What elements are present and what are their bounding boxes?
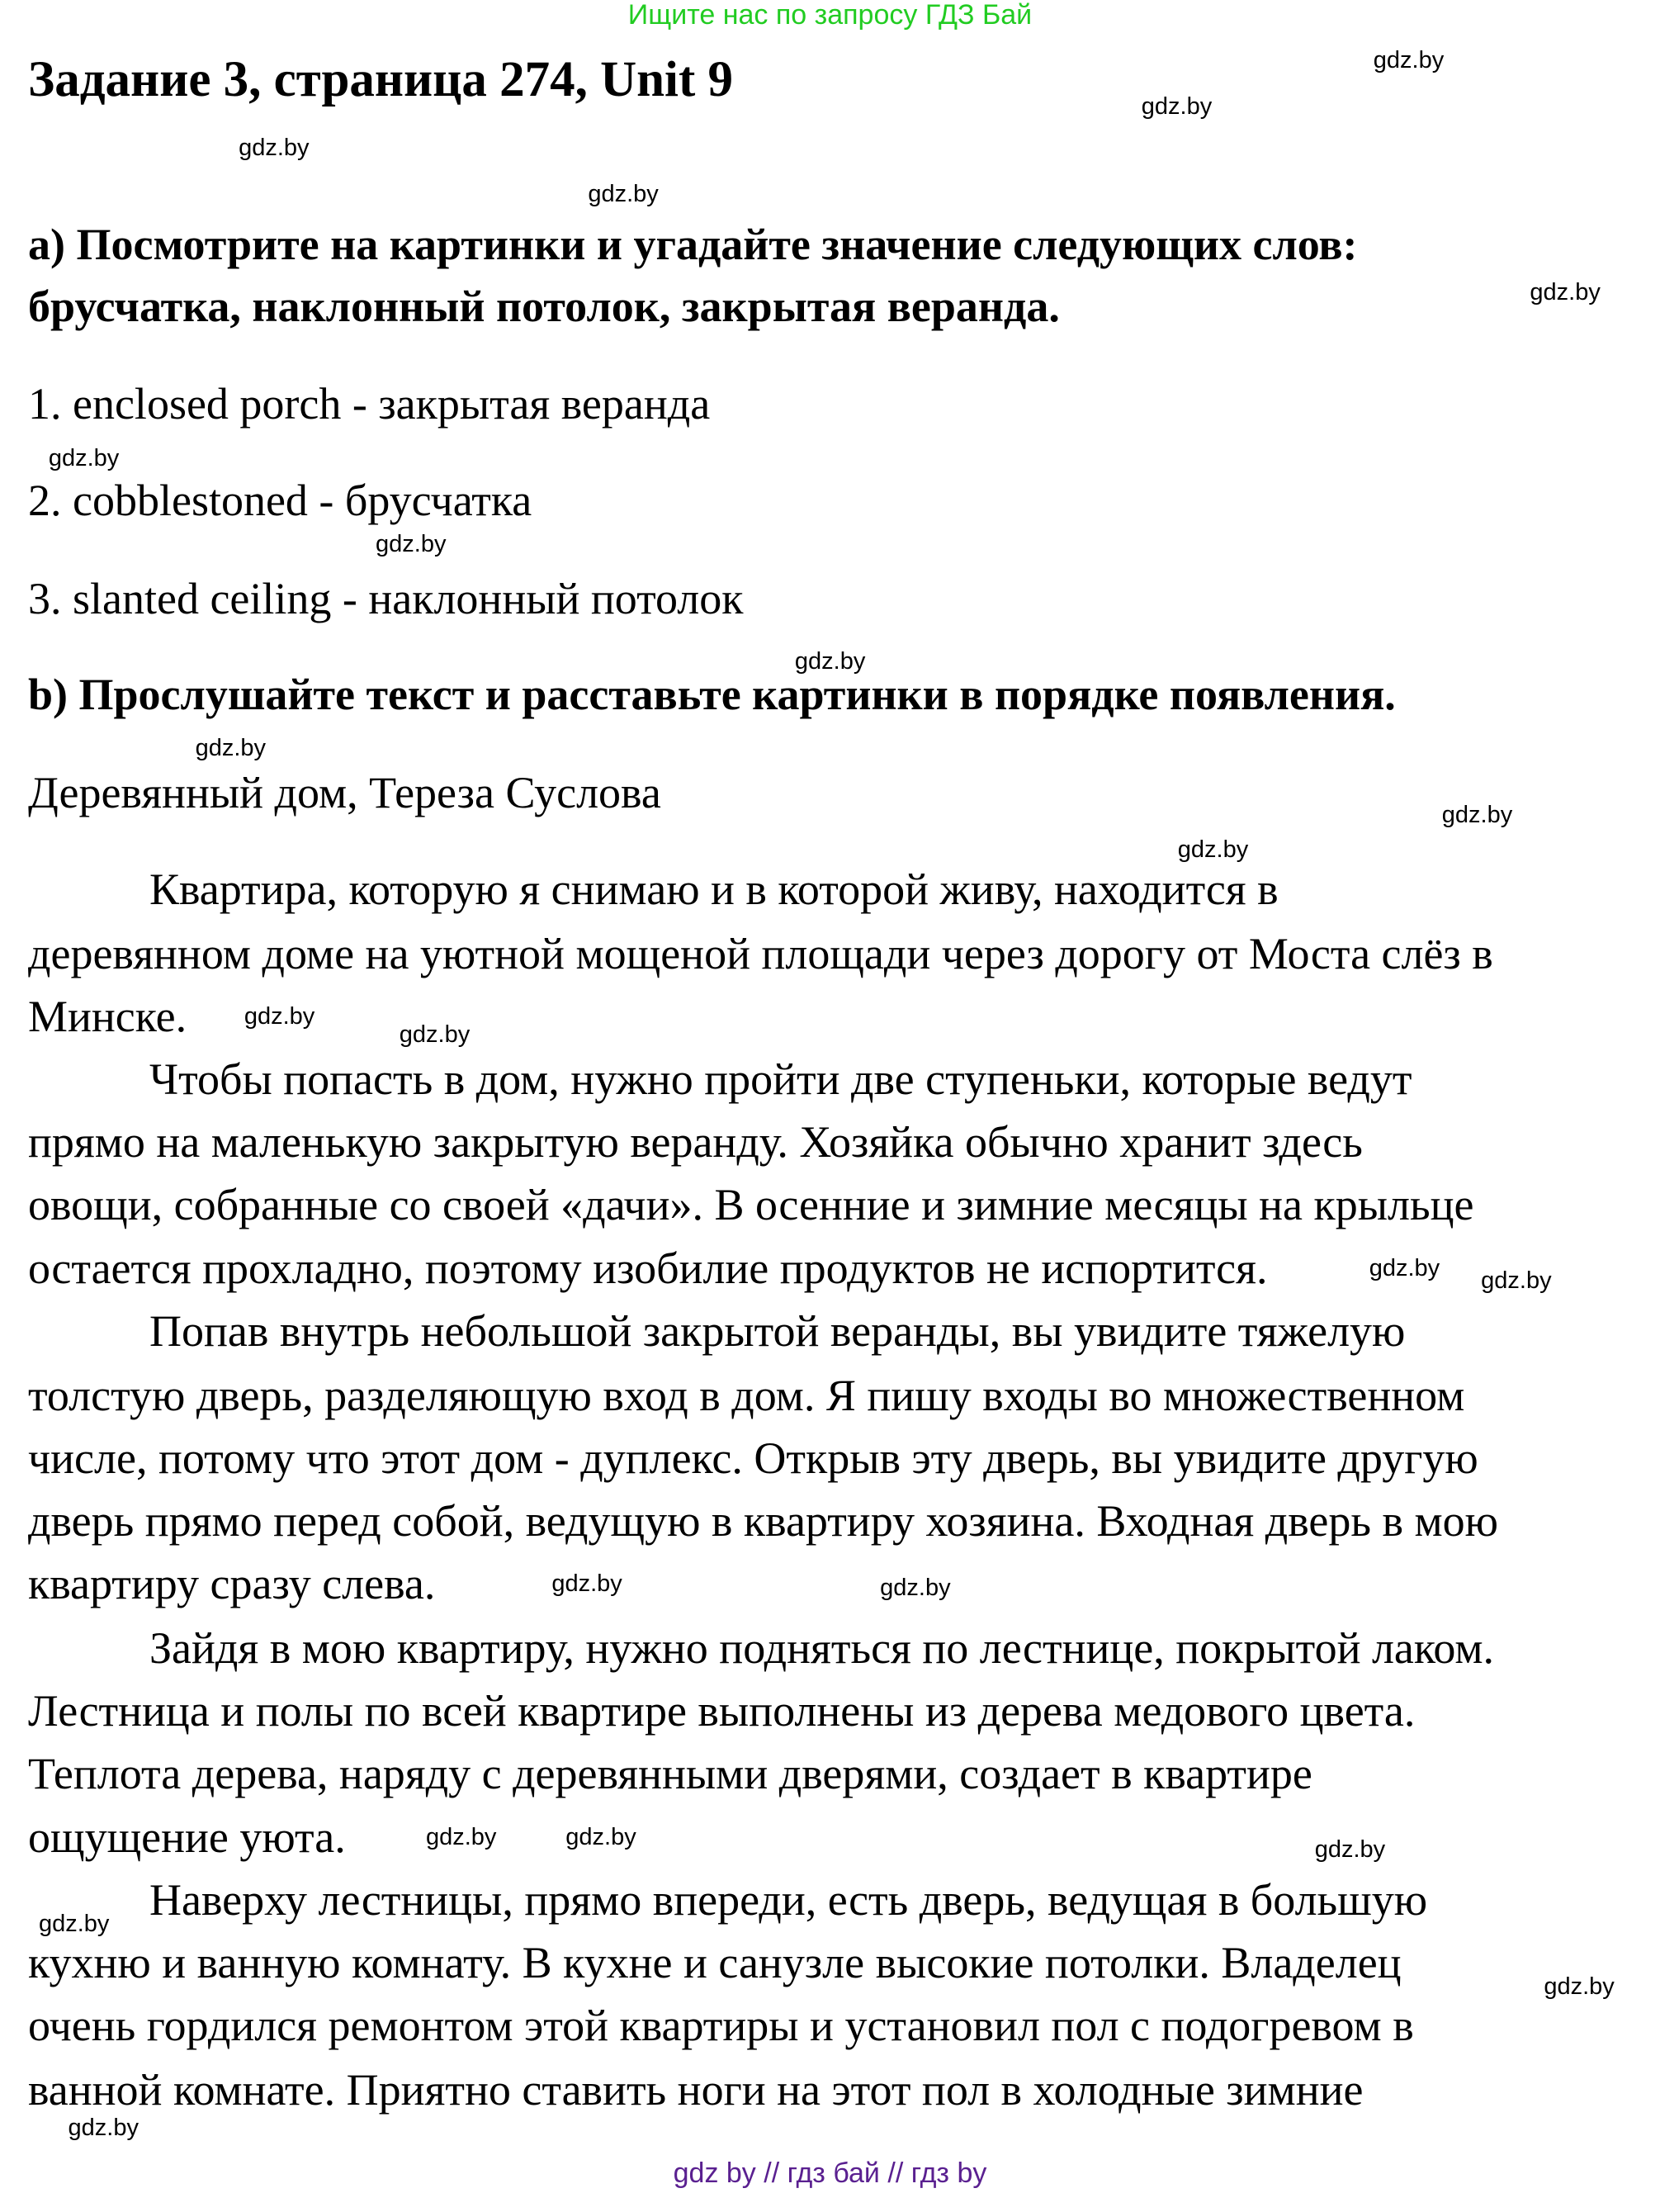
answer-item: 3. slanted ceiling - наклонный потолок [28, 573, 744, 623]
text-line: числе, потому что этот дом - дуплекс. Открыв эту дверь, вы увидите другую [28, 1433, 1478, 1483]
watermark: gdz.by [1314, 1835, 1386, 1863]
text-line: деревянном доме на уютной мощеной площади через дорогу от Моста слёз в [28, 928, 1493, 978]
watermark: gdz.by [1373, 46, 1445, 73]
watermark: gdz.by [588, 181, 659, 208]
watermark: gdz.by [239, 135, 310, 162]
text-line: ощущение уюта. [28, 1812, 346, 1862]
text-line: кухню и ванную комнату. В кухне и санузле высокие потолки. Владелец [28, 1937, 1402, 1987]
part-a-heading: а) Посмотрите на картинки и угадайте значение следующих слов: [28, 220, 1358, 270]
text-line: Попав внутрь небольшой закрытой веранды, вы увидите тяжелую [149, 1305, 1406, 1356]
watermark: gdz.by [1177, 836, 1249, 864]
watermark: gdz.by [1441, 802, 1513, 829]
watermark: gdz.by [1141, 92, 1213, 120]
text-line: Наверху лестницы, прямо впереди, есть дверь, ведущая в большую [149, 1874, 1428, 1925]
answer-item: 1. enclosed porch - закрытая веранда [28, 379, 711, 429]
watermark: gdz.by [425, 1823, 497, 1850]
text-line: дверь прямо перед собой, ведущую в квартиру хозяина. Входная дверь в мою [28, 1495, 1498, 1546]
part-b-heading: b) Прослушайте текст и расставьте картинки в порядке появления. [28, 670, 1396, 720]
text-line: Квартира, которую я снимаю и в которой живу, находится в [149, 864, 1279, 914]
top-banner[interactable]: Ищите нас по запросу ГДЗ Бай [627, 0, 1033, 31]
text-line: Теплота дерева, наряду с деревянными дверями, создает в квартире [28, 1749, 1312, 1799]
watermark: gdz.by [1369, 1254, 1440, 1281]
footer-links[interactable]: gdz by // гдз бай // гдз by [673, 2158, 987, 2189]
watermark: gdz.by [244, 1002, 315, 1030]
text-line: Минске. [28, 991, 187, 1041]
page-title: Задание 3, страница 274, Unit 9 [28, 51, 734, 107]
watermark: gdz.by [1481, 1267, 1552, 1294]
watermark: gdz.by [48, 445, 120, 472]
watermark: gdz.by [1544, 1973, 1615, 2000]
text-line: Лестница и полы по всей квартире выполнены из дерева медового цвета. [28, 1686, 1416, 1736]
text-line: толстую дверь, разделяющую вход в дом. Я пишу входы во множественном [28, 1370, 1465, 1420]
watermark: gdz.by [794, 647, 866, 675]
text-line: овощи, собранные со своей «дачи». В осенние и зимние месяцы на крыльце [28, 1180, 1474, 1230]
text-subtitle: Деревянный дом, Тереза Суслова [28, 767, 661, 817]
text-line: прямо на маленькую закрытую веранду. Хозяйка обычно хранит здесь [28, 1117, 1363, 1168]
text-line: квартиру сразу слева. [28, 1559, 436, 1609]
watermark: gdz.by [1530, 278, 1601, 306]
text-line: очень гордился ремонтом этой квартиры и установил пол с подогревом в [28, 2001, 1414, 2051]
watermark: gdz.by [551, 1570, 622, 1598]
text-line: остается прохладно, поэтому изобилие продуктов не испортится. [28, 1243, 1268, 1293]
watermark: gdz.by [38, 1910, 110, 1937]
watermark: gdz.by [68, 2114, 140, 2141]
watermark: gdz.by [195, 734, 267, 761]
text-line: Зайдя в мою квартиру, нужно подняться по лестнице, покрытой лаком. [149, 1623, 1495, 1674]
watermark: gdz.by [399, 1021, 471, 1048]
answer-item: 2. cobblestoned - брусчатка [28, 476, 532, 526]
part-a-heading: брусчатка, наклонный потолок, закрытая веранда. [28, 281, 1060, 331]
watermark: gdz.by [565, 1823, 636, 1850]
watermark: gdz.by [880, 1575, 951, 1602]
text-line: Чтобы попасть в дом, нужно пройти две ступеньки, которые ведут [149, 1054, 1412, 1104]
watermark: gdz.by [376, 530, 447, 557]
text-line: ванной комнате. Приятно ставить ноги на этот пол в холодные зимние [28, 2065, 1364, 2115]
